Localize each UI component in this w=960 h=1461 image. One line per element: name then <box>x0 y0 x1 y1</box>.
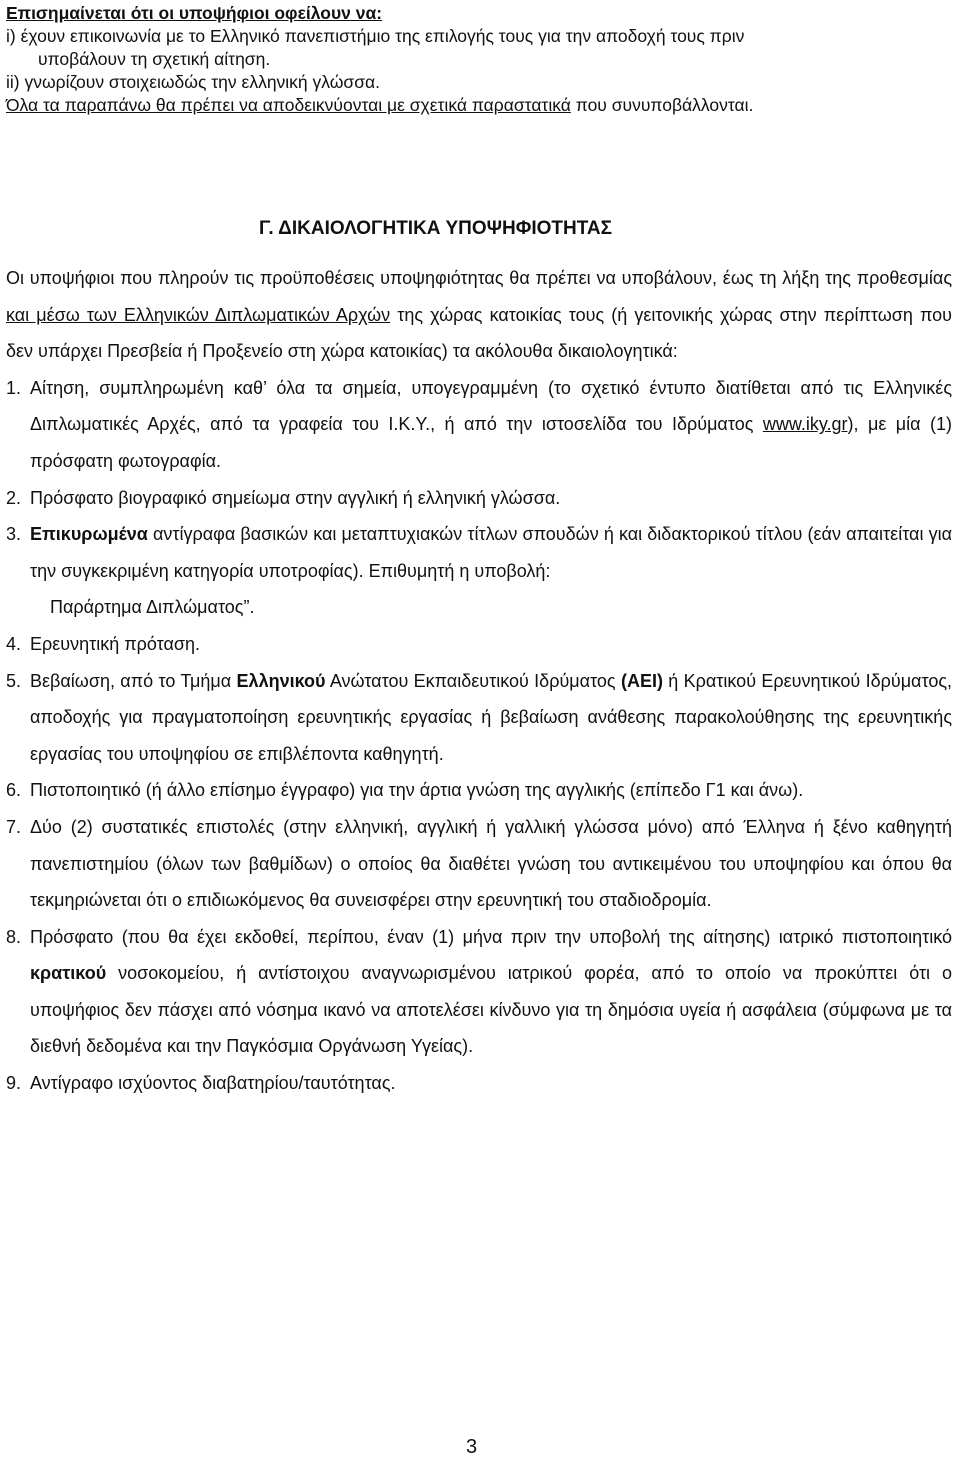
notice-item-ii: ii) γνωρίζουν στοιχειωδώς την ελληνική γλώσσα. <box>6 72 381 92</box>
item-text-part: ή Κρατικού Ερευνητικού Ιδρύματος, αποδοχής για πραγματοποίηση ερευνητικής εργασίας ή βεβαίωση ανάθεσης παρακολούθησης της ερευνητικής εργασίας του υποψηφίου σε επιβλέποντα καθηγητή. <box>30 670 953 764</box>
iky-link[interactable]: www.iky.gr <box>762 414 848 435</box>
notice-item-i-line2: υποβάλουν τη σχετική αίτηση. <box>38 49 271 69</box>
item-text-part: ), με μία (1) πρόσφατη φωτογραφία. <box>30 414 952 471</box>
item-text-bold: (ΑΕΙ) <box>620 670 663 691</box>
requirement-item <box>6 663 952 773</box>
item-number: 4. <box>6 633 22 654</box>
requirement-item <box>6 919 952 1065</box>
item-text: Αντίγραφο ισχύοντος διαβατηρίου/ταυτότητας. <box>30 1073 396 1094</box>
requirements-body <box>6 260 952 1102</box>
item-text <box>30 516 952 626</box>
intro-text-1: Οι υποψήφιοι που πληρούν τις προϋποθέσεις υποψηφιότητας θα πρέπει να υποβάλουν, έως τη λήξη της προθεσμίας <box>6 268 952 288</box>
section-intro <box>6 260 952 370</box>
item-number: 8. <box>6 926 22 947</box>
intro-text-2: της χώρας κατοικίας τους (ή γειτονικής χώρας στην περίπτωση που δεν υπάρχει Πρεσβεία ή Προξενείο στη χώρα κατοικίας) τα ακόλουθα δικαιολογητικά: <box>6 304 952 362</box>
notice-closing-underlined: Όλα τα παραπάνω θα πρέπει να αποδεικνύονται με σχετικά παραστατικά <box>6 95 571 115</box>
page-number: 3 <box>466 1436 478 1458</box>
requirement-item <box>6 480 952 517</box>
intro-underlined: και μέσω των Ελληνικών Διπλωματικών Αρχών <box>6 304 391 325</box>
item-number: 5. <box>6 670 22 691</box>
notice-block <box>6 0 954 117</box>
item-text-bold: Ελληνικού <box>236 670 326 691</box>
notice-closing <box>6 94 954 117</box>
item-text-bold: κρατικού <box>30 963 107 984</box>
item-number: 6. <box>6 780 22 801</box>
item-text-part: Αίτηση, συμπληρωμένη καθ’ όλα τα σημεία, υπογεγραμμένη (το σχετικό έντυπο διατίθεται από τις Ελληνικές Διπλωματικές Αρχές, από τα γραφεία του Ι.Κ.Υ., ή από την ιστοσελίδα του Ιδρύματος <box>30 377 952 435</box>
item-text: Δύο (2) συστατικές επιστολές (στην ελληνική, αγγλική ή γαλλική γλώσσα μόνο) από Έλληνα ή ξένο καθηγητή πανεπιστημίου (όλων των βαθμίδων) ο οποίος θα διαθέτει γνώση του αντικειμένου του υποψηφίου και όπου θα τεκμηριώνεται ότι ο επιδιωκόμενος θα συνεισφέρει στην ερευνητική του σταδιοδρομία. <box>30 816 952 911</box>
item-text-part: Βεβαίωση, από το Τμήμα <box>30 670 237 691</box>
item-text: Ερευνητική πρόταση. <box>30 633 201 654</box>
notice-item-i-line1: i) έχουν επικοινωνία με το Ελληνικό πανεπιστήμιο της επιλογής τους για την αποδοχή τους πριν <box>6 26 745 46</box>
item-text-bold: Επικυρωμένα <box>30 524 148 545</box>
item-text <box>30 663 952 773</box>
item-text-part: Ανώτατου Εκπαιδευτικού Ιδρύματος <box>325 670 621 691</box>
item-text-part: Παράρτημα Διπλώματος”. <box>50 597 255 618</box>
requirement-item <box>6 772 952 809</box>
item-number: 1. <box>6 377 22 398</box>
requirement-item <box>6 809 952 919</box>
requirement-item <box>6 370 952 480</box>
notice-heading: Επισημαίνεται ότι οι υποψήφιοι οφείλουν να: <box>6 3 383 23</box>
item-text <box>30 919 952 1065</box>
requirement-item <box>6 516 952 626</box>
item-number: 7. <box>6 816 22 837</box>
requirement-item <box>6 1065 952 1102</box>
item-text <box>30 370 952 480</box>
requirements-list <box>6 370 952 1102</box>
item-text-part: νοσοκομείου, ή αντίστοιχου αναγνωρισμένου ιατρικού φορέα, από το οποίο να προκύπτει ότι ο υποψήφιος δεν πάσχει από νόσημα ικανό να αποτελέσει κίνδυνο για τη δημόσια υγεία ή ασφάλεια (σύμφωνα με τα διεθνή δεδομένα και την Παγκόσμια Οργάνωση Υγείας). <box>30 963 952 1057</box>
section-title: Γ. ΔΙΚΑΙΟΛΟΓΗΤΙΚΑ ΥΠΟΨΗΦΙΟΤΗΤΑΣ <box>259 218 613 239</box>
item-text: Πρόσφατο βιογραφικό σημείωμα στην αγγλική ή ελληνική γλώσσα. <box>30 487 561 508</box>
notice-closing-rest: που συνυποβάλλονται. <box>570 95 754 115</box>
item-text-part: Πρόσφατο (που θα έχει εκδοθεί, περίπου, έναν (1) μήνα πριν την υποβολή της αίτησης) ιατρικό πιστοποιητικό <box>30 926 952 947</box>
item-number: 9. <box>6 1073 22 1094</box>
item-text: Πιστοποιητικό (ή άλλο επίσημο έγγραφο) για την άρτια γνώση της αγγλικής (επίπεδο Γ1 και άνω). <box>30 780 804 801</box>
requirement-item <box>6 626 952 663</box>
item-text-part: αντίγραφα βασικών και μεταπτυχιακών τίτλων σπουδών ή και διδακτορικού τίτλου (εάν απαιτείται για την συγκεκριμένη κατηγορία υποτροφίας). Επιθυμητή η υποβολή: <box>30 524 952 581</box>
item-number: 3. <box>6 524 22 545</box>
item-number: 2. <box>6 487 22 508</box>
